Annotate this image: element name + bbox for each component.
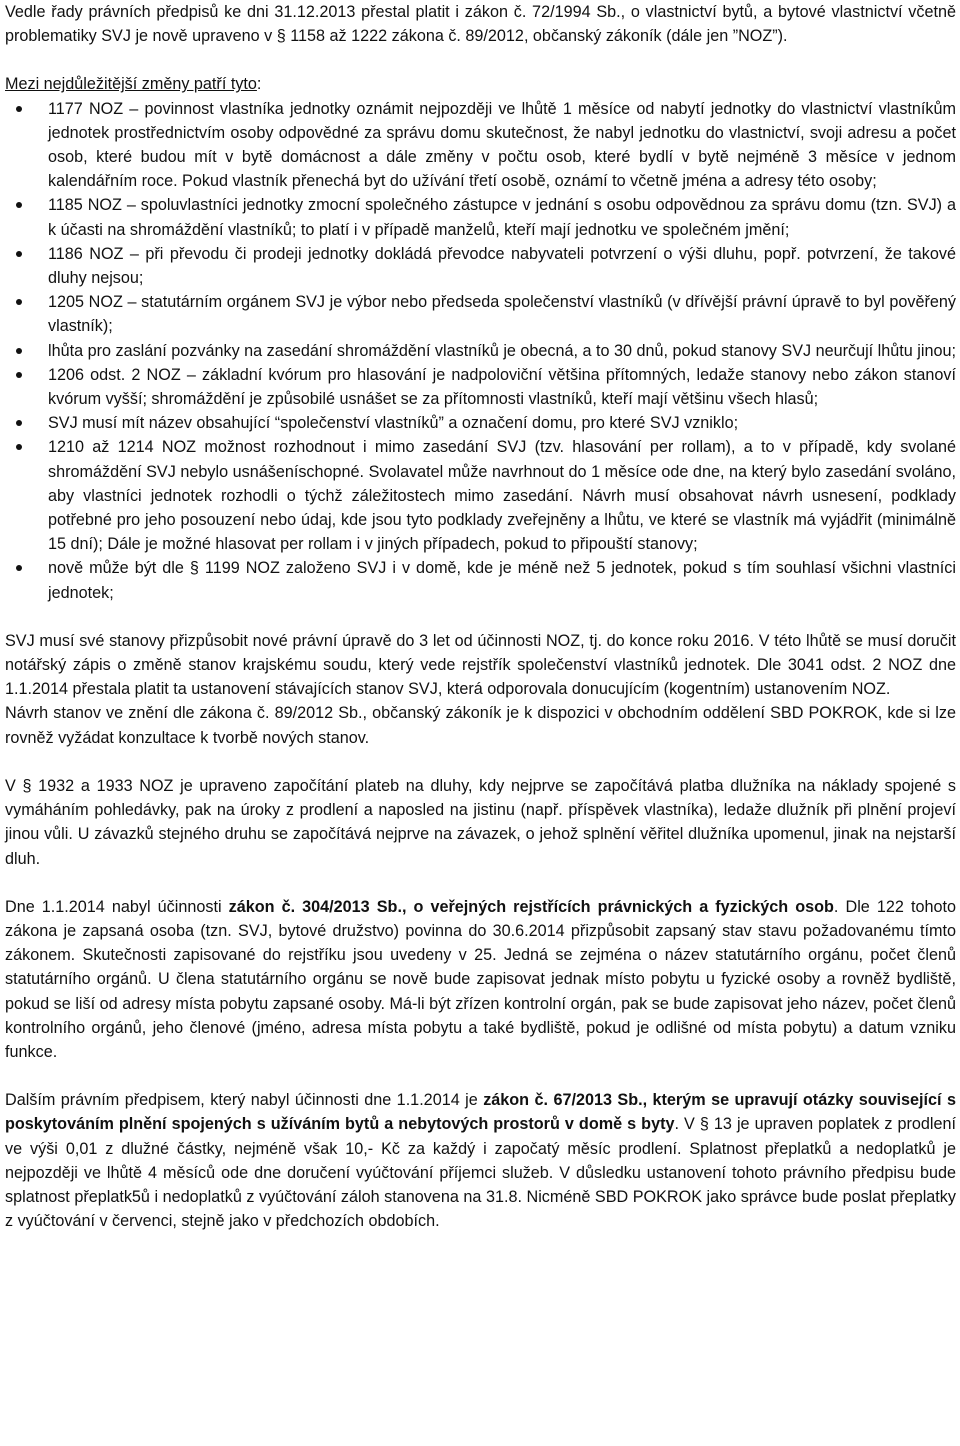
- sluzby-paragraph: Dalším právním předpisem, který nabyl účinnosti dne 1.1.2014 je zákon č. 67/2013 Sb., kterým se upravují otázky související s poskytováním plnění spojených s užíváním bytů a nebytových prostorů v domě s byty. V § 13 je upraven poplatek z prodlení ve výši 0,01 z dlužné částky, nejméně však 10,- Kč za každý i započatý měsíc prodlení. Splatnost přeplatků a nedoplatků je nejpozději ve lhůtě 4 měsíců ode dne doručení vyúčtování příjemci služeb. V důsledku ustanovení tohoto právního předpisu bude splatnost přeplatk5ů i nedoplatků z vyúčtování záloh stanovena na 31.8. Nicméně SBD POKROK jako správce bude poslat přeplatky z vyúčtování v červenci, stejně jako v předchozích obdobích.: [5, 1091, 957, 1231]
- list-item: 1210 až 1214 NOZ možnost rozhodnout i mimo zasedání SVJ (tzv. hlasování per rollam), a to v případě, kdy svolané shromáždění SVJ nebylo usnášeníschopné. Svolavatel může navrhnout do 1 měsíce ode dne, na který bylo zasedání svoláno, aby vlastníci jednotek rozhodli o týchž záležitostech mimo zasedání. Návrh musí obsahovat návrh usnesení, podklady potřebné pro jeho posouzení nebo údaj, kde jsou tyto podklady zveřejněny a lhůtu, ve které se vlastník má vyjádřit (minimálně 15 dní); Dále je možné hlasovat per rollam i v jiných případech, pokud to připouští stanovy;: [5, 435, 956, 556]
- law-title: , o veřejných rejstřících právnických a fyzických osob: [401, 897, 834, 916]
- changes-heading-line: Mezi nejdůležitější změny patří tyto:: [5, 75, 262, 94]
- rejstrik-paragraph: Dne 1.1.2014 nabyl účinnosti zákon č. 304/2013 Sb., o veřejných rejstřících právnických a fyzických osob. Dle 122 tohoto zákona je zapsaná osoba (tzn. SVJ, bytové družstvo) povinna do 30.6.2014 přizpůsobit zapsaný stav stavu požadovanému tímto zákonem. Skutečnosti zapisované do rejstříku jsou uvedeny v 25. Jedná se zejména o název statutárního orgánu, počet členů statutárního orgánů. U člena statutárního orgánu se nově bude zapisovat jednak místo pobytu u fyzické osoby a rovněž bydliště, pokud se liší od adresy místa pobytu zapsané osoby. Má-li být zřízen kontrolní orgán, pak se bude zapisovat jeho název, počet členů kontrolního orgánů, jeho členové (jméno, adresa místa pobytu a také bydliště, pokud je odlišné od místa pobytu) a datum vzniku funkce.: [5, 897, 956, 1061]
- intro-paragraph: Vedle řady právních předpisů ke dni 31.12.2013 přestal platit i zákon č. 72/1994 Sb., o vlastnictví bytů, a bytové vlastnictví včetně problematiky SVJ je nově upraveno v § 1158 až 1222 zákona č. 89/2012, občanský zákoník (dále jen ”NOZ”).: [5, 3, 956, 46]
- list-item: nově může být dle § 1199 NOZ založeno SVJ i v domě, kde je méně než 5 jednotek, pokud s tím souhlasí všichni vlastníci jednotek;: [5, 556, 956, 604]
- list-item: 1185 NOZ – spoluvlastníci jednotky zmocní společného zástupce v jednání s osobu odpovědnou za správu domu (tzn. SVJ) a k účasti na shromáždění vlastníků; to platí i v případě manželů, kteří mají jednotku ve společném jmění;: [5, 193, 956, 241]
- changes-list: [5, 97, 956, 605]
- law-reference: zákon č. 304/2013 Sb.: [228, 897, 402, 916]
- changes-heading: Mezi nejdůležitější změny patří tyto: [5, 75, 257, 94]
- list-item: 1186 NOZ – při převodu či prodeji jednotky dokládá převodce nabyvateli potvrzení o výši dluhu, popř. potvrzení, že takové dluhy nejsou;: [5, 242, 956, 290]
- list-item: 1206 odst. 2 NOZ – základní kvórum pro hlasování je nadpoloviční většina přítomných, ledaže stanovy nebo zákon stanoví kvórum vyšší; shromáždění je způsobilé usnášet se za přítomnosti vlastníků, kteří mají většinu všech hlasů;: [5, 363, 956, 411]
- law-reference: zákon č. 67/2013 Sb.: [483, 1091, 643, 1110]
- stanovy-paragraph: SVJ musí své stanovy přizpůsobit nové právní úpravě do 3 let od účinnosti NOZ, tj. do konce roku 2016. V této lhůtě se musí doručit notářský zápis o změně stanov krajskému soudu, který vede rejstřík společenství vlastníků jednotek. Dle 3041 odst. 2 NOZ dne 1.1.2014 přestala platit ta ustanovení stávajících stanov SVJ, která odporovala donucujícím (kogentním) ustanovením NOZ.: [5, 631, 956, 699]
- list-item: 1177 NOZ – povinnost vlastníka jednotky oznámit nejpozději ve lhůtě 1 měsíce od nabytí jednotky do vlastnictví vlastníkům jednotek prostřednictvím osoby odpovědné za správu domu skutečnost, že nabyl jednotku do vlastnictví, svoji adresu a počet osob, které budou mít v bytě domácnost a dále změny v počtu osob, které bydlí v bytě nejméně 3 měsíce v jednom kalendářním roce. Pokud vlastník přenechá byt do užívání třetí osobě, oznámí to včetně jména a adresy této osoby;: [5, 97, 956, 194]
- zapocitani-plateb-paragraph: V § 1932 a 1933 NOZ je upraveno započítání plateb na dluhy, kdy nejprve se započítává platba dlužníka na náklady spojené s vymáháním pohledávky, pak na úroky z prodlení a naposled na jistinu (např. příspěvek vlastníka), ledaže dlužník při plnění projeví jinou vůli. U závazků stejného druhu se započítává nejprve na závazek, o jehož splnění věřitel dlužníka upomenul, jinak na nejstarší dluh.: [5, 776, 956, 868]
- navrh-stanov-paragraph: Návrh stanov ve znění dle zákona č. 89/2012 Sb., občanský zákoník je k dispozici v obchodním oddělení SBD POKROK, kde si lze rovněž vyžádat konzultace k tvorbě nových stanov.: [5, 704, 956, 747]
- list-item: SVJ musí mít název obsahující “společenství vlastníků” a označení domu, pro které SVJ vzniklo;: [5, 411, 956, 435]
- list-item: 1205 NOZ – statutárním orgánem SVJ je výbor nebo předseda společenství vlastníků (v dřívější právní úpravě to byl pověřený vlastník);: [5, 290, 956, 338]
- law-title: , kterým se upravují otázky související s poskytováním plnění spojených s užíváním bytů a nebytových prostorů v domě s byty: [5, 1091, 956, 1134]
- list-item: lhůta pro zaslání pozvánky na zasedání shromáždění vlastníků je obecná, a to 30 dnů, pokud stanovy SVJ neurčují lhůtu jinou;: [5, 339, 956, 363]
